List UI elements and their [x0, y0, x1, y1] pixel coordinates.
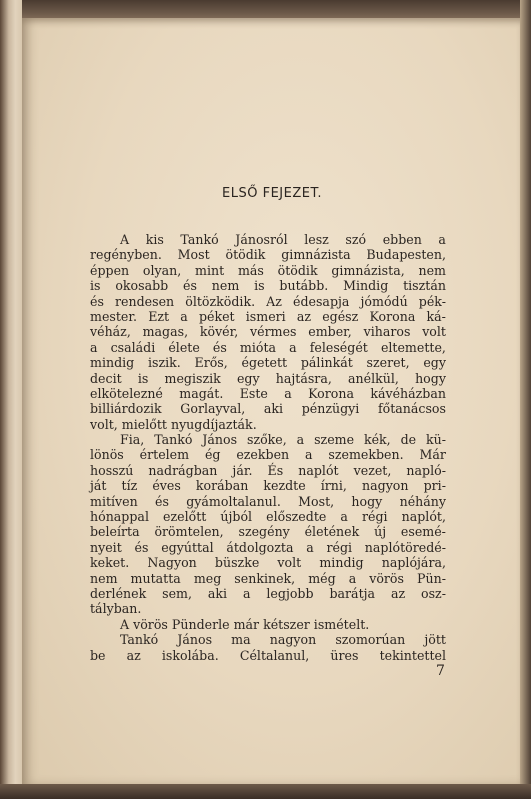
- text-line: Fia, Tankó János szőke, a szeme kék, de kü-: [120, 432, 446, 448]
- book-bottom-edge: [0, 784, 531, 799]
- text-line: beleírta örömtelen, szegény életének új esemé-: [90, 524, 446, 540]
- chapter-title: ELSŐ FEJEZET.: [222, 186, 322, 201]
- text-line: és rendesen öltözködik. Az édesapja jómódú pék-: [90, 293, 446, 309]
- text-line: a családi élete és mióta a feleségét eltemette,: [90, 339, 446, 355]
- text-line: mitíven és gyámoltalanul. Most, hogy néhány: [90, 493, 446, 509]
- text-line: véház, magas, kövér, vérmes ember, viharos volt: [90, 324, 446, 340]
- text-line: nem mutatta meg senkinek, még a vörös Pün-: [90, 570, 446, 586]
- book-right-edge: [520, 0, 531, 799]
- text-line: regényben. Most ötödik gimnázista Budapesten,: [90, 247, 446, 263]
- text-line: elkötelezné magát. Este a Korona kávéházban: [90, 385, 446, 401]
- text-line: A kis Tankó Jánosról lesz szó ebben a: [120, 232, 446, 247]
- text-line: be az iskolába. Céltalanul, üres tekintettel: [90, 647, 446, 663]
- text-line: is okosabb és nem is butább. Mindig tisztán: [90, 278, 446, 294]
- text-line: derlének sem, aki a legjobb barátja az osz-: [90, 585, 446, 601]
- text-line: keket. Nagyon büszke volt mindig naplójára,: [90, 555, 446, 571]
- text-line: hosszú nadrágban jár. És naplót vezet, napló-: [90, 462, 446, 478]
- text-line: Tankó János ma nagyon szomorúan jött: [120, 632, 446, 648]
- text-line: tályban.: [90, 601, 142, 617]
- text-line: lönös értelem ég ezekben a szemekben. Már: [90, 447, 446, 463]
- page-number: 7: [436, 663, 445, 679]
- book-spine: [0, 0, 22, 799]
- text-line: ját tíz éves korában kezdte írni, nagyon pri-: [90, 478, 446, 494]
- text-line: decit is megiszik egy hajtásra, anélkül, hogy: [90, 370, 446, 386]
- text-line: mester. Ezt a péket ismeri az egész Korona ká-: [90, 308, 446, 324]
- text-line: hónappal ezelőtt újból előszedte a régi naplót,: [90, 509, 446, 525]
- body-text: [90, 232, 446, 663]
- text-line: volt, mielőtt nyugdíjazták.: [90, 416, 257, 432]
- text-line: éppen olyan, mint más ötödik gimnázista, nem: [90, 262, 446, 278]
- text-line: mindig iszik. Erős, égetett pálinkát szeret, egy: [90, 355, 446, 371]
- text-line: A vörös Pünderle már kétszer ismételt.: [120, 616, 370, 632]
- text-line: billiárdozik Gorlayval, aki pénzügyi főtanácsos: [90, 401, 446, 417]
- text-line: nyeit és egyúttal átdolgozta a régi naplótöredé-: [90, 539, 446, 555]
